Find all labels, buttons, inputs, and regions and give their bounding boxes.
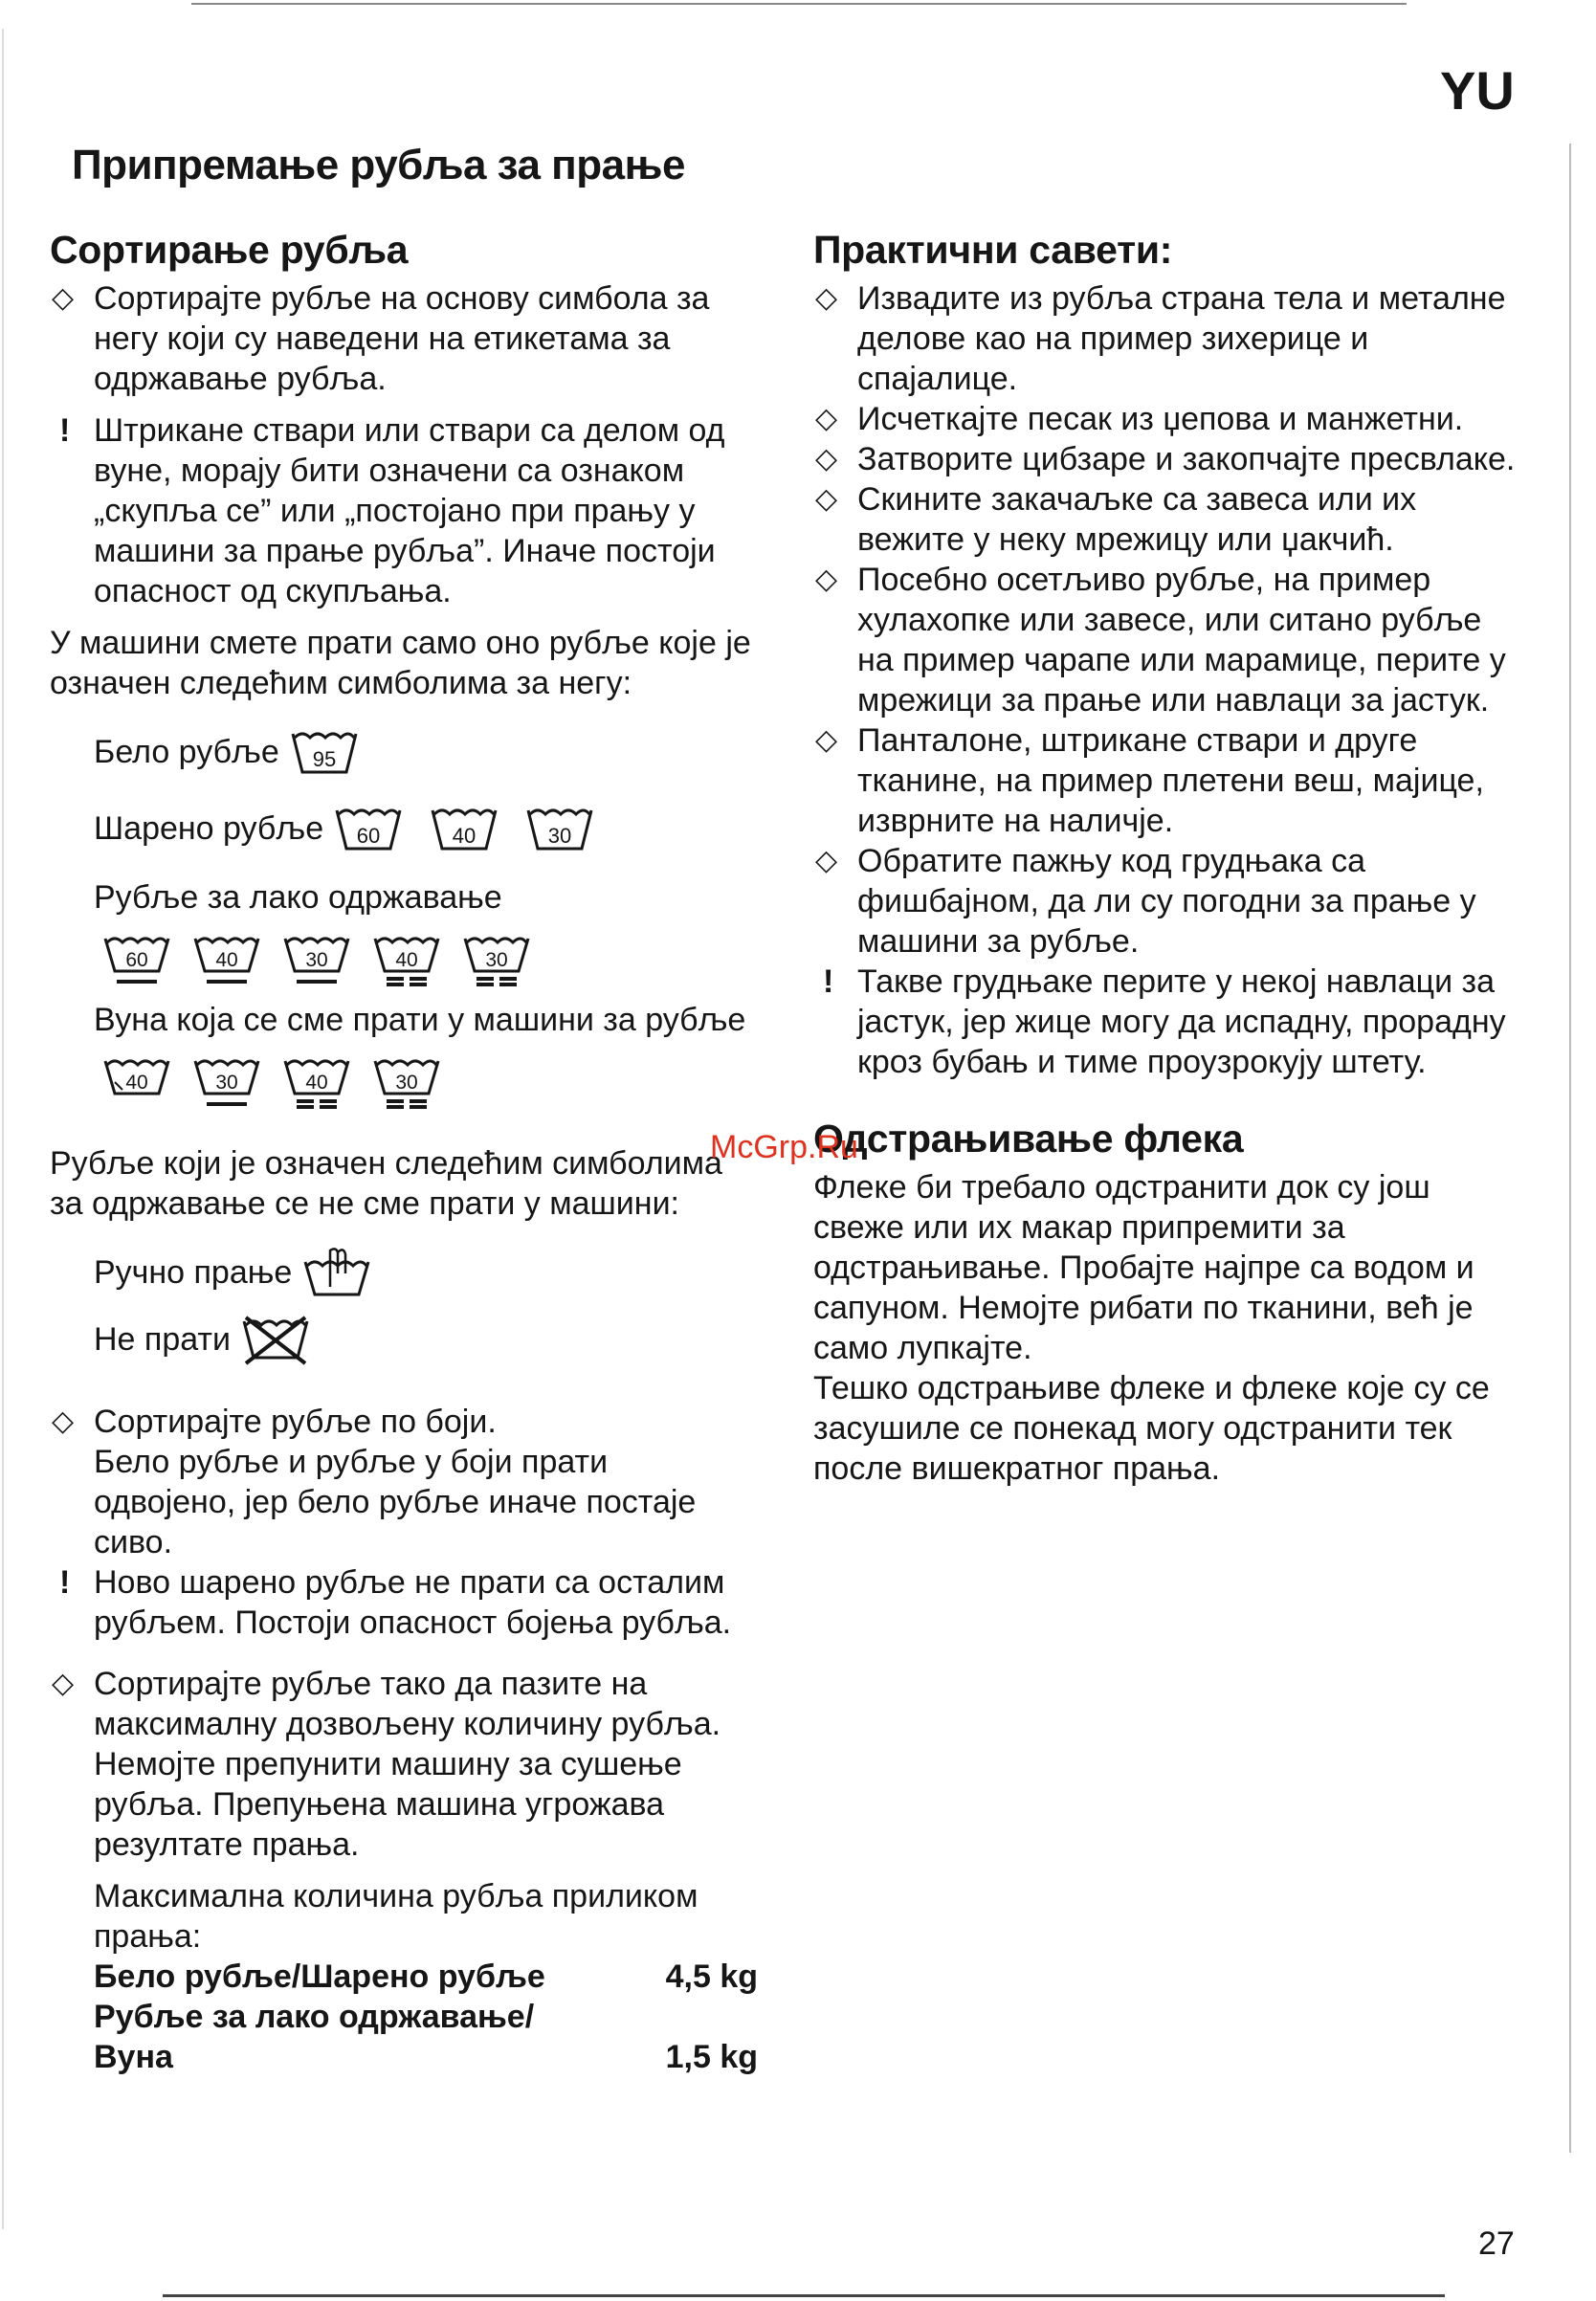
tip-item: ◇ Посебно осетљиво рубље, на пример хулахопке или завесе, или ситано рубље на пример чарапе или марамице, перите у мрежици за прање или навлаци за јастук. [815,562,1506,719]
tip-item: ◇ Панталоне, штрикане ствари и друге тканине, на пример плетени веш, мајице, изврните на наличје. [815,722,1484,839]
wool-label: Вуна која се сме прати у машини за рубље [94,1002,746,1038]
wash-tub-icon [191,1053,262,1109]
list-item: ◇ Сортирајте рубље тако да пазите на максималну дозвољену количину рубља. Немојте препунити машину за сушење рубља. Препуњена машина угрожава резултате прања. [52,1666,721,1863]
wash-tub-icon [101,931,172,986]
tub-temp-label: 30 [215,1072,238,1094]
tub-temp-label: 40 [452,824,477,848]
list-item: ◇ Сортирајте рубље по боји. Бело рубље и рубље у боји прати одвојено, јер бело рубље иначе постаје сиво. [52,1404,697,1560]
paragraph: У машини смете прати само оно рубље које је означен следећим симболима за негу: [50,625,751,701]
wash-tub-icon [429,801,499,856]
hand-wash-machine-icon [101,1053,172,1109]
tip-item: ◇ Исчеткајте песак из џепова и манжетни. [815,401,1464,437]
warning-item: ! Такве грудњаке перите у некој навлаци за јастук, јер жице могу да испадну, прорадну кроз бубањ и тиме проузрокују штету. [823,963,1506,1080]
hand-wash-row: Ручно прање [50,1245,758,1300]
warning-icon: ! [823,963,834,1000]
tub-temp-label: 30 [395,1072,418,1094]
warning-item: ! Ново шарено рубље не прати са осталим рубљем. Постоји опасност бојења рубља. [59,1564,732,1641]
wash-tub-icon [333,801,404,856]
wash-tub-icon [281,931,352,986]
tip-item: ◇ Извадите из рубља страна тела и металне делове као на пример зихерице и спајалице. [815,280,1506,397]
diamond-icon: ◇ [815,845,838,876]
max-load-row: Вуна 1,5 kg [94,2039,758,2075]
tip-item: ◇ Обратите пажњу код грудњака са фишбајном, да ли су погодни за прање у машини за рубље. [815,843,1476,960]
warning-icon: ! [59,412,71,449]
language-code: YU [1440,60,1515,121]
tub-temp-label: 30 [305,949,328,971]
warning-icon: ! [59,1564,71,1601]
diamond-icon: ◇ [815,483,838,515]
page-title: Припремање рубља за прање [72,142,685,188]
diamond-icon: ◇ [815,282,838,314]
diamond-icon: ◇ [52,1405,75,1437]
tub-temp-label: 40 [395,949,418,971]
do-not-wash-icon [240,1312,311,1367]
diamond-icon: ◇ [815,443,838,475]
hand-wash-icon [301,1245,372,1300]
scan-top-rule [191,3,1407,5]
wash-tub-icon [191,931,262,986]
list-item: ◇ Сортирајте рубље на основу симбола за негу који су наведени на етикетама за одржавање рубља. [52,280,710,397]
tub-temp-label: 40 [305,1072,328,1094]
max-load-row: Рубље за лако одржавање/ [94,1999,535,2035]
scan-right-edge [1569,144,1571,2153]
section-heading-tips: Практични савети: [813,228,1173,272]
section-heading-stains: Одстрањивање флека [813,1117,1244,1161]
tub-temp-label: 30 [547,824,572,848]
paragraph: Флеке би требало одстранити док су још свеже или их макар припремити за одстрањивање. Пробајте најпре са водом и сапуном. Немојте рибати по тканини, већ је само лупкајте. [813,1169,1474,1366]
tub-temp-label: 40 [125,1072,148,1094]
wash-tub-icon [289,724,360,780]
wash-tub-icon [461,931,532,986]
wash-tub-icon [524,801,595,856]
page-number: 27 [1478,2225,1515,2262]
wash-tub-icon [371,931,442,986]
diamond-icon: ◇ [52,1668,75,1699]
diamond-icon: ◇ [815,724,838,756]
diamond-icon: ◇ [815,564,838,595]
max-load-intro: Максимална количина рубља приликом прања: [94,1878,698,1955]
scan-bottom-rule [163,2294,1445,2297]
tub-temp-label: 60 [125,949,148,971]
diamond-icon: ◇ [815,403,838,434]
tub-temp-label: 60 [356,824,381,848]
easy-care-symbols [50,931,758,986]
diamond-icon: ◇ [52,282,75,314]
tub-temp-label: 40 [215,949,238,971]
right-column [813,228,1521,1489]
wash-tub-icon [281,1053,352,1109]
max-load-row: Бело рубље/Шарено рубље 4,5 kg [94,1958,758,1995]
colored-laundry-row: Шарено рубље 60 40 30 [50,801,758,856]
wash-tub-icon [371,1053,442,1109]
watermark: McGrp.Ru [710,1129,858,1165]
paragraph: Тешко одстрањиве флеке и флеке које су се засушиле се понекад могу одстранити тек после вишекратног прања. [813,1370,1490,1487]
tub-temp-label: 95 [312,747,337,771]
easy-care-label: Рубље за лако одржавање [94,879,502,916]
tub-temp-label: 30 [485,949,508,971]
tip-item: ◇ Скините закачаљке са завеса или их вежите у неку мрежицу или џакчић. [815,481,1417,558]
paragraph: Рубље који је означен следећим симболима за одржавање се не сме прати у машини: [50,1145,722,1222]
warning-item: ! Штрикане ствари или ствари са делом од вуне, морају бити означени са ознаком „скупља се” или „постојано при прању у машини за прање рубља”. Иначе постоји опасност од скупљања. [59,412,725,609]
do-not-wash-row: Не прати [50,1312,758,1367]
tip-item: ◇ Затворите цибзаре и закопчајте пресвлаке. [815,441,1516,477]
section-heading-sorting: Сортирање рубља [50,228,409,272]
wool-symbols [50,1053,758,1109]
left-column [50,228,758,2077]
scan-left-edge [2,29,4,2229]
white-laundry-row: Бело рубље 95 [50,724,758,780]
